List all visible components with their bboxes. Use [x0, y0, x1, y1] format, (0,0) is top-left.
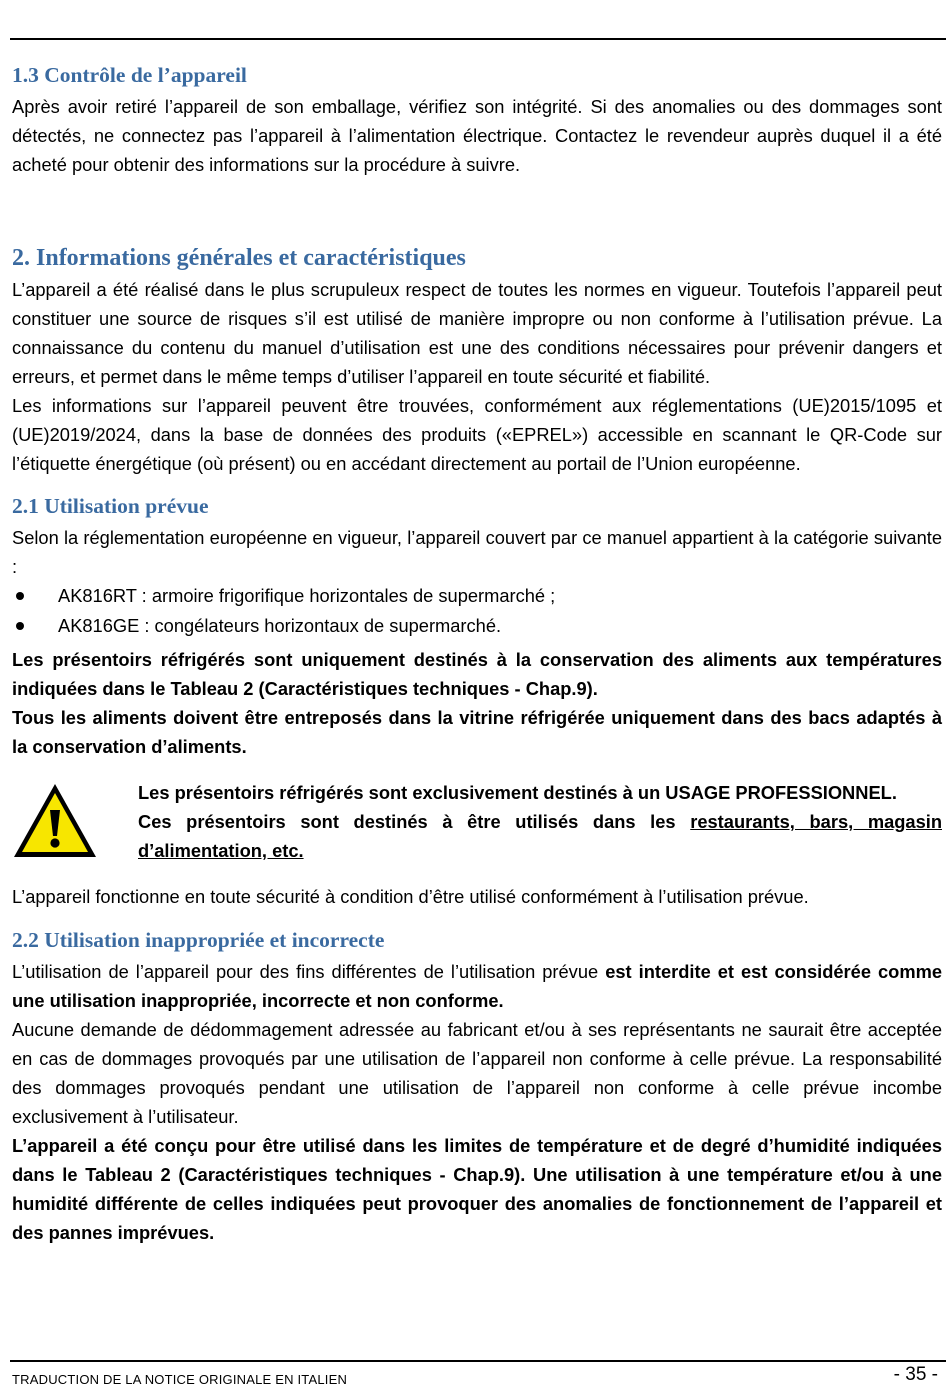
- section-2-paragraph-1: L’appareil a été réalisé dans le plus scrupuleux respect de toutes les normes en vigueur. Toutefois l’appareil peut constituer une source de risques s’il est utilisé de manière impropre ou non conforme à l’utilisation prévue. La connaissance du contenu du manuel d’utilisation est une des conditions nécessaires pour prévenir dangers et erreurs, et permet dans le même temps d’utiliser l’appareil en toute sécurité et fiabilité.: [12, 279, 942, 387]
- section-2-2-paragraph-2: Aucune demande de dédommagement adressée au fabricant et/ou à ses représentants ne saurait être acceptée en cas de dommages provoqués par une utilisation de l’appareil non conforme à celle prévue. La responsabilité des dommages provoqués pendant une utilisation de l’appareil non conforme à celle prévue incombe exclusivement à l’utilisateur.: [12, 1019, 942, 1127]
- page-content: [12, 58, 942, 1247]
- section-2-2-p1-normal: L’utilisation de l’appareil pour des fins différentes de l’utilisation prévue: [12, 961, 606, 982]
- warning-line-1: Les présentoirs réfrigérés sont exclusivement destinés à un USAGE PROFESSIONNEL.: [138, 782, 897, 803]
- footer-text: TRADUCTION DE LA NOTICE ORIGINALE EN ITALIEN: [12, 1372, 348, 1387]
- section-2-1-outro: L’appareil fonctionne en toute sécurité à condition d’être utilisé conformément à l’utilisation prévue.: [12, 886, 809, 907]
- warning-text: [138, 778, 942, 865]
- warning-line-2: [138, 807, 942, 865]
- warning-triangle-icon: [12, 778, 138, 865]
- section-2-2-p1-bold: est interdite et est considérée comme une utilisation inappropriée, incorrecte et non conforme.: [12, 961, 943, 1011]
- category-list: [12, 581, 942, 641]
- header-rule: [10, 38, 946, 40]
- footer-rule: [10, 1360, 946, 1362]
- section-2-2-title: 2.2 Utilisation inappropriée et incorrecte: [12, 928, 385, 952]
- section-1-3-title: 1.3 Contrôle de l’appareil: [12, 63, 247, 87]
- warning-triangle-icon-graphic: [12, 782, 98, 860]
- warning-box: [12, 778, 942, 865]
- warning-line-2-prefix: Ces présentoirs sont destinés à être utilisés dans les: [138, 811, 691, 832]
- section-1-3-text: Après avoir retiré l’appareil de son emballage, vérifiez son intégrité. Si des anomalies ou des dommages sont détectés, ne connectez pas l’appareil à l’alimentation électrique. Contactez le revendeur auprès duquel il a été acheté pour obtenir des informations sur la procédure à suivre.: [12, 96, 942, 175]
- section-2-title: 2. Informations générales et caractéristiques: [12, 245, 466, 271]
- section-2-paragraph-2: Les informations sur l’appareil peuvent être trouvées, conformément aux réglementations (UE)2015/1095 et (UE)2019/2024, dans la base de données des produits («EPREL») accessible en scannant le QR-Code sur l’étiquette énergétique (où présent) ou en accédant directement au portail de l’Union européenne.: [12, 395, 942, 474]
- section-2-2-paragraph-3: L’appareil a été conçu pour être utilisé dans les limites de température et de degré d’humidité indiquées dans le Tableau 2 (Caractéristiques techniques - Chap.9). Une utilisation à une température et/ou à une humidité différente de celles indiquées peut provoquer des anomalies de fonctionnement de l’appareil et des pannes imprévues.: [12, 1135, 942, 1243]
- section-2-1-title: 2.1 Utilisation prévue: [12, 494, 209, 518]
- list-item: AK816GE : congélateurs horizontaux de supermarché.: [12, 611, 942, 641]
- section-2-1-bold-note-1: Les présentoirs réfrigérés sont uniquement destinés à la conservation des aliments aux températures indiquées dans le Tableau 2 (Caractéristiques techniques - Chap.9).: [12, 649, 942, 699]
- warning-places: restaurants, bars, magasin d’alimentation, etc.: [138, 811, 942, 861]
- section-2-1-intro: Selon la réglementation européenne en vigueur, l’appareil couvert par ce manuel appartient à la catégorie suivante :: [12, 527, 942, 577]
- page-number: - 35 -: [893, 1364, 938, 1385]
- section-2-2-paragraph-1: [12, 957, 942, 1015]
- section-2-1-bold-note-2: Tous les aliments doivent être entreposés dans la vitrine réfrigérée uniquement dans des bacs adaptés à la conservation d’aliments.: [12, 707, 942, 757]
- list-item: AK816RT : armoire frigorifique horizontales de supermarché ;: [12, 581, 942, 611]
